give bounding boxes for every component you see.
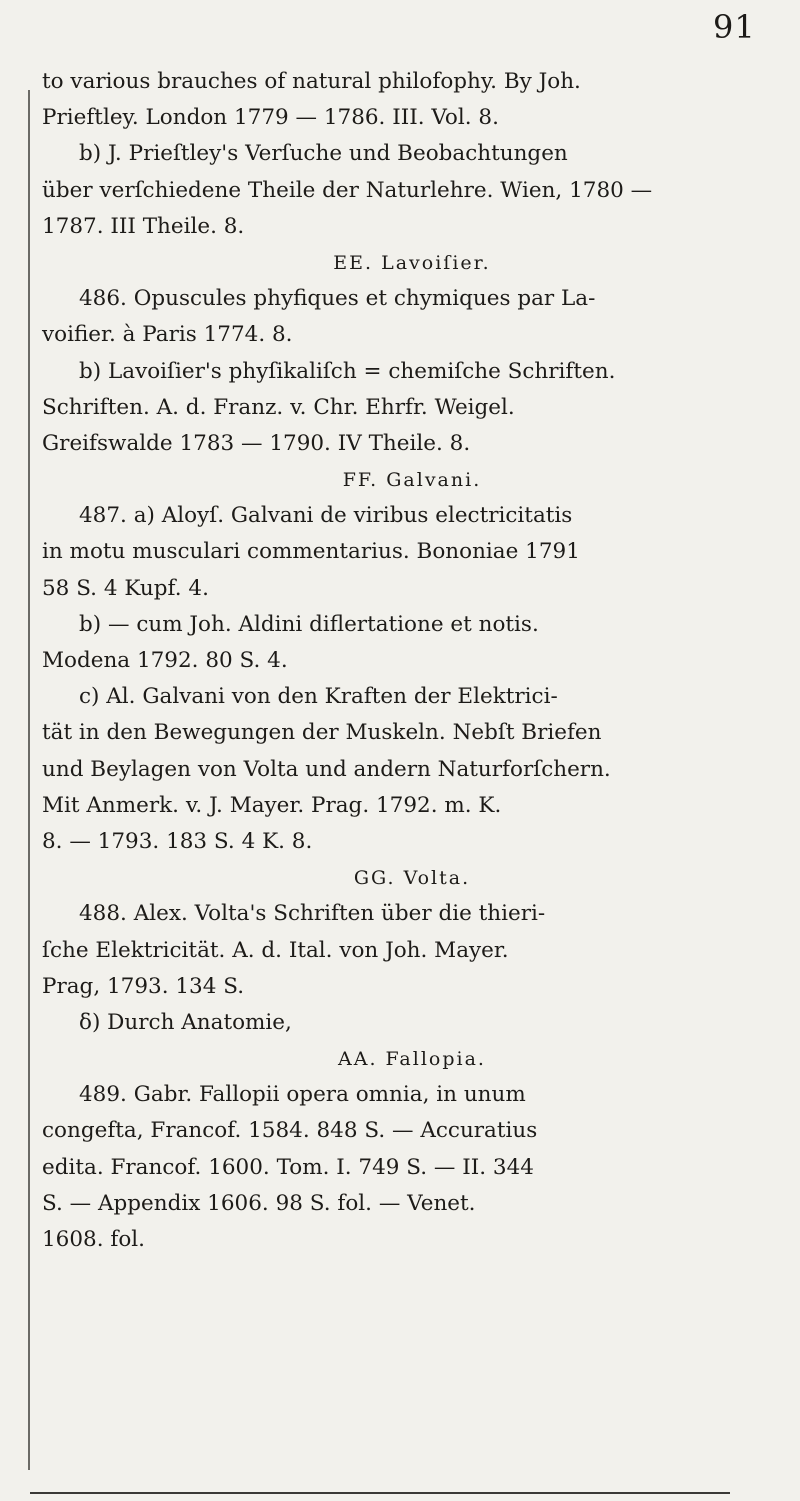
text-line: congefta, Francof. 1584. 848 S. — Accuratius [42,1118,538,1144]
page-bottom-edge [30,1492,730,1494]
section-heading: EE. Lavoiſier. [333,251,491,274]
text-line: in motu musculari commentarius. Bononiae 1791 [42,539,580,565]
page-edge-shadow [28,90,30,1470]
text-line: voifier. à Paris 1774. 8. [42,322,293,348]
text-line: tät in den Bewegungen der Muskeln. Nebſt Briefen [42,720,602,746]
text-line: 1787. III Theile. 8. [42,213,245,239]
text-line: 1608. fol. [42,1227,145,1252]
text-line: 486. Opuscules phyfiques et chymiques par La- [79,286,596,312]
text-line: Prag, 1793. 134 S. [42,973,245,999]
section-heading: FF. Galvani. [342,469,482,492]
text-line: 489. Gabr. Fallopii opera omnia, in unum [79,1082,526,1108]
text-line: Modena 1792. 80 S. 4. [42,648,288,673]
text-line: ſche Elektricität. A. d. Ital. von Joh. Mayer. [42,937,509,963]
text-line: 58 S. 4 Kupf. 4. [42,575,209,601]
text-line: Mit Anmerk. v. J. Mayer. Prag. 1792. m. K. [42,792,502,818]
section-heading: AA. Fallopia. [338,1048,486,1071]
text-line: Schriften. A. d. Franz. v. Chr. Ehrfr. Weigel. [42,394,515,420]
text-line: 488. Alex. Volta's Schriften über die thieri- [79,901,546,927]
page-text [42,64,782,1258]
text-line: Prieftley. London 1779 — 1786. III. Vol. 8. [42,105,499,131]
text-line: δ) Durch Anatomie, [79,1009,292,1035]
text-line: b) J. Prieſtley's Verſuche und Beobachtungen [79,141,568,167]
text-line: c) Al. Galvani von den Kraften der Elektrici- [79,684,558,710]
text-line: b) Lavoiſier's phyſikaliſch = chemiſche Schriften. [79,358,616,384]
text-line: b) — cum Joh. Aldini diflertatione et notis. [79,611,539,637]
text-line: 8. — 1793. 183 S. 4 K. 8. [42,828,313,854]
page-number: 91 [713,8,756,46]
text-line: edita. Francof. 1600. Tom. I. 749 S. — II. 344 [42,1154,534,1180]
section-heading: GG. Volta. [353,867,471,890]
text-line: über verſchiedene Theile der Naturlehre. Wien, 1780 — [42,177,653,203]
text-line: 487. a) Aloyſ. Galvani de viribus electricitatis [79,503,573,529]
text-line: to various brauches of natural philofophy. By Joh. [42,69,581,94]
text-line: S. — Appendix 1606. 98 S. fol. — Venet. [42,1190,476,1216]
text-line: und Beylagen von Volta und andern Naturforſchern. [42,756,611,782]
text-line: Greifswalde 1783 — 1790. IV Theile. 8. [42,430,471,456]
